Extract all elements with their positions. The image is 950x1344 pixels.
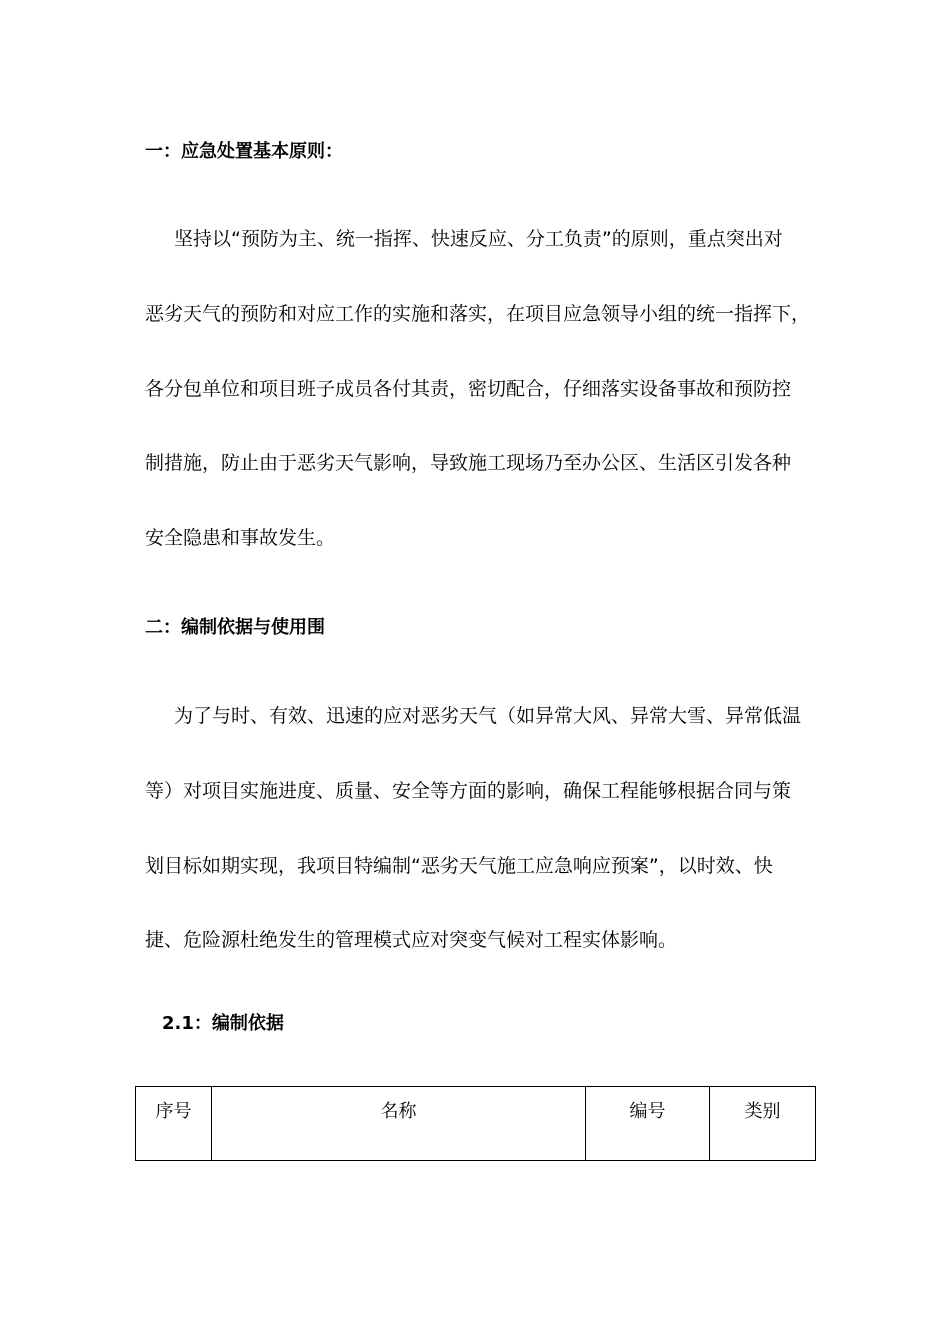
section-1-paragraph-line: 各分包单位和项目班子成员各付其责，密切配合，仔细落实设备事故和预防控	[145, 378, 792, 400]
column-header-category: 类别	[710, 1087, 816, 1161]
section-1-paragraph-line: 坚持以“预防为主、统一指挥、快速反应、分工负责”的原则，重点突出对	[174, 228, 783, 250]
table-header-row	[136, 1087, 816, 1161]
section-2-paragraph-line: 捷、危险源杜绝发生的管理模式应对突变气候对工程实体影响。	[145, 929, 678, 951]
section-1-paragraph-line: 安全隐患和事故发生。	[145, 527, 336, 549]
section-2-paragraph-line: 为了与时、有效、迅速的应对恶劣天气（如异常大风、异常大雪、异常低温	[174, 705, 802, 727]
section-2-heading: 二：编制依据与使用围	[145, 617, 325, 638]
column-header-name: 名称	[212, 1087, 586, 1161]
basis-table	[135, 1086, 816, 1161]
section-2-paragraph-line: 划目标如期实现，我项目特编制“恶劣天气施工应急响应预案”，以时效、快	[145, 855, 773, 877]
subsection-2-1-heading: 2.1：编制依据	[162, 1013, 284, 1034]
section-1-heading: 一：应急处置基本原则：	[145, 141, 343, 162]
column-header-index: 序号	[136, 1087, 212, 1161]
section-1-paragraph-line: 恶劣天气的预防和对应工作的实施和落实，在项目应急领导小组的统一指挥下，	[145, 303, 811, 325]
section-1-paragraph-line: 制措施，防止由于恶劣天气影响，导致施工现场乃至办公区、生活区引发各种	[145, 452, 792, 474]
section-2-paragraph-line: 等）对项目实施进度、质量、安全等方面的影响，确保工程能够根据合同与策	[145, 780, 792, 802]
column-header-number: 编号	[586, 1087, 710, 1161]
